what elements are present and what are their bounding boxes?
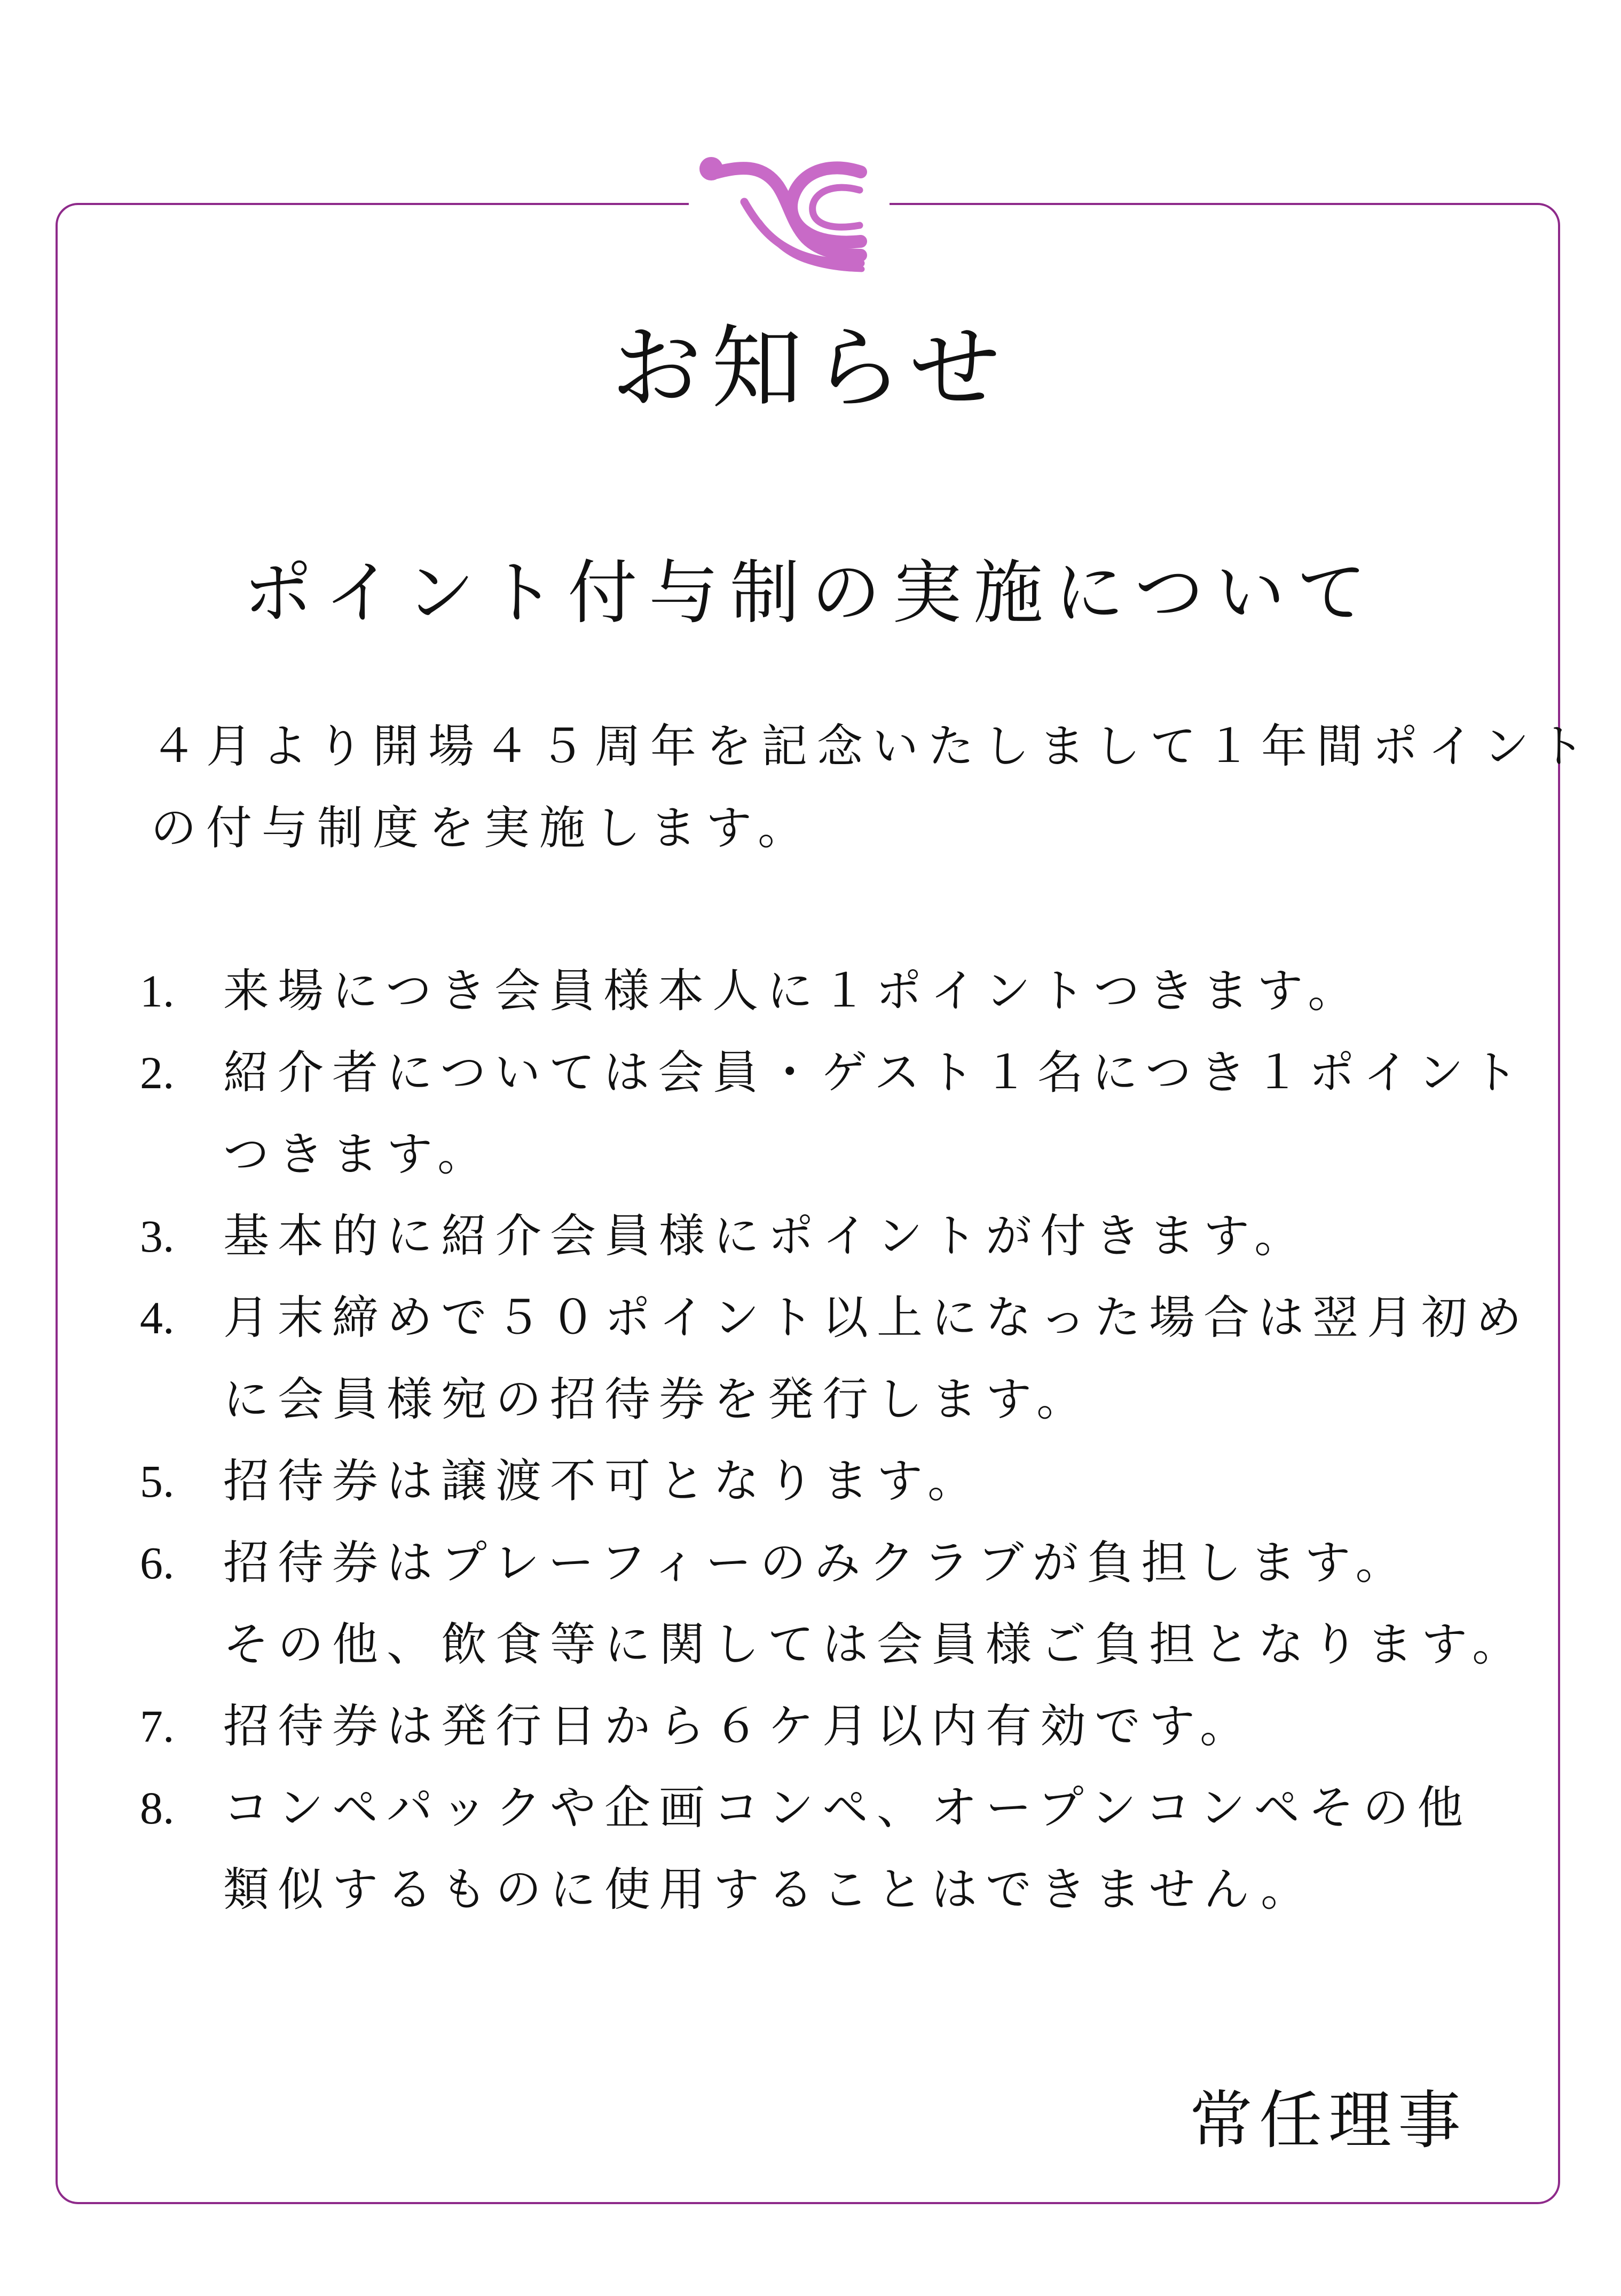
rule-text: に会員様宛の招待券を発行します。 [223,1373,1091,1426]
rule-item [140,950,1549,1032]
rule-text: 招待券は発行日から６ケ月以内有効です。 [223,1700,1255,1753]
rule-text: 招待券は譲渡不可となります。 [223,1454,982,1508]
rule-number: 3. [140,1210,175,1262]
rule-text: 来場につき会員様本人に１ポイントつきます。 [223,964,1363,1018]
intro-line: の付与制度を実施します。 [151,801,814,855]
rule-text: コンペパックや企画コンペ、オープンコンペその他 [223,1781,1472,1835]
rule-number: 5. [140,1456,175,1507]
rule-text: 紹介者については会員・ゲスト１名につき１ポイント [223,1046,1527,1099]
rule-text: 月末締めで５０ポイント以上になった場合は翌月初め [223,1291,1530,1344]
rule-text: つきます。 [223,1128,492,1181]
intro-line: ４月より開場４５周年を記念いたしまして１年間ポイント [151,720,1594,773]
rule-item [140,1441,1549,1522]
rule-item [140,1032,1549,1196]
rule-item [140,1196,1549,1277]
rule-item [140,1767,1549,1931]
rule-text: その他、飲食等に関しては会員様ご負担となります。 [223,1618,1527,1671]
rule-number: 8. [140,1782,175,1834]
rule-text: 招待券はプレーフィーのみクラブが負担します。 [223,1536,1410,1590]
rule-number: 6. [140,1537,175,1589]
intro-paragraph [151,706,1594,869]
rule-number: 4. [140,1292,175,1343]
rule-text: 類似するものに使用することはできません。 [223,1863,1316,1916]
rule-number: 7. [140,1701,175,1752]
rules-list [140,950,1549,1931]
rule-item [140,1522,1549,1686]
signature: 常任理事 [1190,2083,1468,2157]
rule-item [140,1277,1549,1441]
rule-text: 基本的に紹介会員様にポイントが付きます。 [223,1209,1309,1263]
rule-item [140,1686,1549,1767]
notice-heading: お知らせ [611,316,1010,421]
rule-number: 1. [140,965,175,1017]
club-emblem-icon [695,143,871,282]
notice-subject: ポイント付与制の実施について [243,552,1378,633]
rule-number: 2. [140,1047,175,1098]
